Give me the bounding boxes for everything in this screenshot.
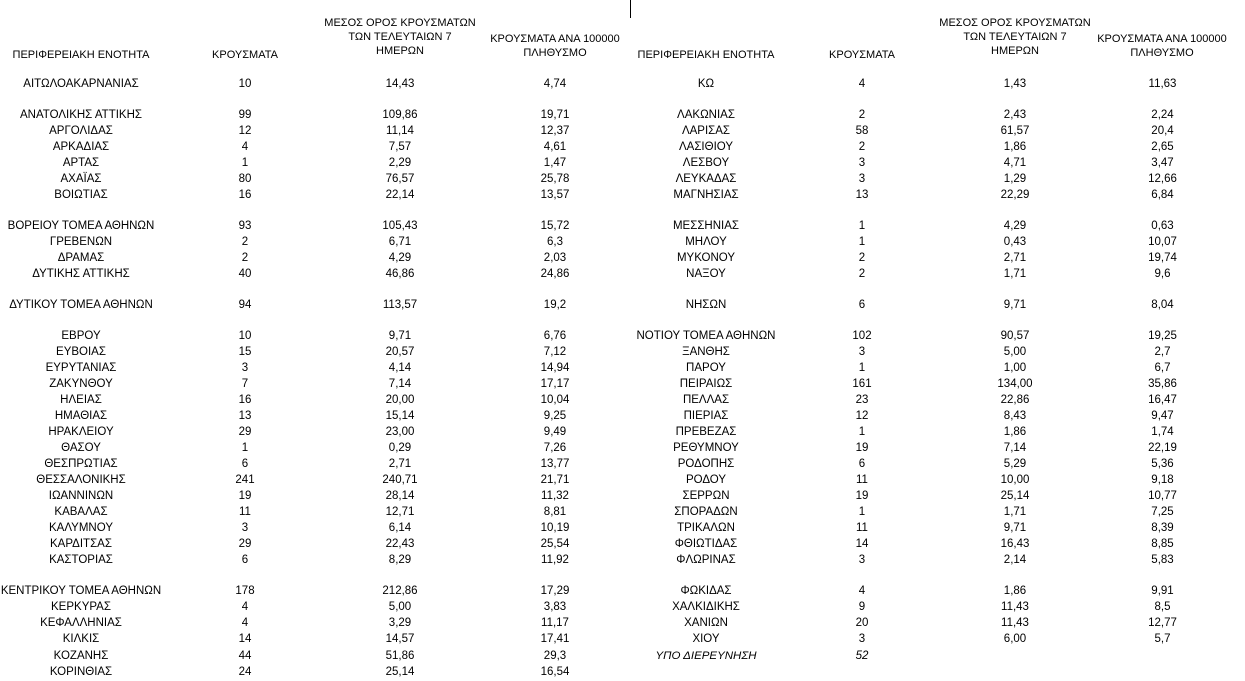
cell-region: ΑΝΑΤΟΛΙΚΗΣ ΑΤΤΙΚΗΣ [19,109,142,121]
cell-region: ΛΕΥΚΑΔΑΣ [675,173,737,185]
cell-region: ΜΥΚΟΝΟΥ [676,252,736,264]
cell-per100k: 5,36 [1151,458,1174,470]
cell-region: ΚΕΦΑΛΛΗΝΙΑΣ [40,617,122,629]
cell-per100k: 8,39 [1151,522,1174,534]
cell-avg7: 5,29 [1003,458,1027,470]
cell-per100k: 22,19 [1148,442,1177,454]
cell-avg7: 22,14 [385,189,415,201]
cell-per100k: 35,86 [1148,378,1177,390]
cell-avg7: 22,86 [1000,394,1030,406]
cell-region: ΒΟΙΩΤΙΑΣ [54,189,108,201]
cell-cases: 10 [238,78,252,90]
cell-per100k: 11,32 [541,490,569,502]
cell-per100k: 9,25 [543,410,567,422]
cell-cases: 29 [238,426,252,438]
cell-cases: 19 [238,490,252,502]
cell-region: ΚΕΡΚΥΡΑΣ [51,601,111,613]
cell-per100k: 25,54 [540,538,570,550]
cell-avg7: 1,71 [1003,506,1027,518]
cell-region: ΚΟΖΑΝΗΣ [53,650,109,662]
cell-per100k: 7,26 [543,442,567,454]
cell-region: ΛΕΣΒΟΥ [682,157,730,169]
cell-cases: 2 [858,109,866,121]
cell-cases: 6 [858,299,866,311]
cell-region: ΚΕΝΤΡΙΚΟΥ ΤΟΜΕΑ ΑΘΗΝΩΝ [0,585,162,597]
cell-cases: 29 [238,538,252,550]
cell-cases: 12 [238,125,252,137]
cell-per100k: 16,54 [540,666,570,678]
cell-cases: 2 [858,252,866,264]
cell-region: ΠΕΛΛΑΣ [682,394,730,406]
cell-per100k: 8,5 [1154,601,1171,613]
cell-avg7: 1,43 [1003,78,1027,90]
cell-cases: 24 [238,666,252,678]
cell-avg7: 25,14 [1000,490,1030,502]
cell-avg7: 7,14 [388,378,412,390]
cell-avg7: 1,86 [1003,426,1027,438]
cell-avg7: 10,00 [1000,474,1030,486]
cell-region: ΒΟΡΕΙΟΥ ΤΟΜΕΑ ΑΘΗΝΩΝ [7,220,155,232]
cell-cases: 11 [856,474,868,486]
header-per100k-line-1: ΚΡΟΥΣΜΑΤΑ ΑΝΑ 100000 [490,33,620,45]
cell-region: ΜΑΓΝΗΣΙΑΣ [673,189,739,201]
cell-cases: 3 [858,554,866,566]
cell-region: ΗΜΑΘΙΑΣ [54,410,108,422]
cell-region: ΗΛΕΙΑΣ [60,394,102,406]
cell-cases: 40 [238,268,252,280]
cell-avg7: 6,14 [388,522,412,534]
cell-cases: 44 [238,650,252,662]
header-per100k-line-1: ΚΡΟΥΣΜΑΤΑ ΑΝΑ 100000 [1097,33,1227,45]
cell-avg7: 23,00 [385,426,415,438]
cell-per100k: 6,3 [547,236,563,248]
header-region-right: ΠΕΡΙΦΕΡΕΙΑΚΗ ΕΝΟΤΗΤΑ [637,49,775,61]
cell-avg7: 6,71 [388,236,412,248]
cell-avg7: 11,14 [386,125,414,137]
cell-per100k: 7,25 [1151,506,1174,518]
cell-avg7: 7,57 [388,141,412,153]
cell-region: ΚΑΒΑΛΑΣ [54,506,108,518]
cell-cases: 6 [241,458,249,470]
header-avg7-line-1: ΜΕΣΟΣ ΟΡΟΣ ΚΡΟΥΣΜΑΤΩΝ [939,17,1091,29]
cell-avg7: 113,57 [382,299,418,311]
cell-region: ΚΑΣΤΟΡΙΑΣ [49,554,113,566]
cell-region: ΕΥΒΟΙΑΣ [56,346,106,358]
cell-region: ΑΧΑΪΑΣ [60,173,102,185]
cell-per100k: 12,77 [1148,617,1177,629]
cell-region: ΔΡΑΜΑΣ [57,252,105,264]
cell-per100k: 5,7 [1154,633,1171,645]
cell-avg7: 4,29 [1003,220,1027,232]
cell-cases: 99 [238,109,252,121]
header-avg7-line-2: ΤΩΝ ΤΕΛΕΥΤΑΙΩΝ 7 [963,31,1067,43]
header-avg7-line-2: ΤΩΝ ΤΕΛΕΥΤΑΙΩΝ 7 [348,31,452,43]
cell-per100k: 12,37 [540,125,570,137]
cell-region: ΧΙΟΥ [692,633,720,645]
cell-cases: 1 [858,362,866,374]
cell-region: ΡΟΔΟΥ [685,474,727,486]
cell-region: ΝΟΤΙΟΥ ΤΟΜΕΑ ΑΘΗΝΩΝ [636,330,776,342]
cell-per100k: 3,47 [1151,157,1174,169]
cell-per100k: 1,74 [1151,426,1174,438]
cell-cases: 3 [858,346,866,358]
cell-region: ΛΑΣΙΘΙΟΥ [678,141,734,153]
cell-avg7: 5,00 [1003,346,1027,358]
header-cases-right: ΚΡΟΥΣΜΑΤΑ [829,49,895,61]
cell-avg7: 0,43 [1003,236,1027,248]
cell-region: ΘΕΣΣΑΛΟΝΙΚΗΣ [36,474,126,486]
cell-avg7: 14,57 [385,633,415,645]
cell-per100k: 14,94 [540,362,570,374]
cell-region: ΠΡΕΒΕΖΑΣ [675,426,737,438]
cell-avg7: 8,43 [1003,410,1027,422]
cell-avg7: 1,71 [1003,268,1027,280]
cell-avg7: 6,00 [1003,633,1027,645]
cell-per100k: 10,19 [540,522,570,534]
cell-region: ΛΑΚΩΝΙΑΣ [677,109,735,121]
cell-avg7: 76,57 [385,173,415,185]
cell-cases: 20 [855,617,869,629]
cell-per100k: 8,81 [543,506,567,518]
cell-avg7: 0,29 [388,442,412,454]
cell-avg7: 9,71 [1003,299,1027,311]
cell-cases: 3 [858,157,866,169]
cell-region: ΛΑΡΙΣΑΣ [681,125,731,137]
cell-avg7: 22,43 [385,538,415,550]
cell-region: ΚΑΡΔΙΤΣΑΣ [50,538,112,550]
cell-per100k: 6,7 [1154,362,1171,374]
cell-region: ΧΑΛΚΙΔΙΚΗΣ [672,601,740,613]
cell-cases: 2 [241,252,249,264]
cell-cases: 2 [241,236,249,248]
header-per100k-right [1082,32,1242,60]
cell-cases: 16 [238,189,252,201]
cell-per100k: 11,17 [541,617,569,629]
cell-per100k: 9,49 [543,426,567,438]
cell-cases: 3 [241,362,249,374]
cell-avg7: 2,43 [1003,109,1027,121]
cell-avg7: 9,71 [1003,522,1027,534]
cell-avg7: 61,57 [1000,125,1030,137]
cell-avg7: 5,00 [388,601,412,613]
cell-per100k: 19,71 [540,109,570,121]
cell-cases: 13 [855,189,869,201]
cell-region: ΚΑΛΥΜΝΟΥ [49,522,113,534]
cell-per100k: 6,84 [1151,189,1174,201]
cell-cases: 16 [238,394,252,406]
cell-region: ΓΡΕΒΕΝΩΝ [49,236,113,248]
cell-per100k: 8,85 [1151,538,1174,550]
cell-avg7: 12,71 [385,506,415,518]
cell-avg7: 240,71 [382,474,418,486]
cell-cases: 4 [241,141,249,153]
cell-avg7: 2,71 [1003,252,1027,264]
cell-avg7: 1,86 [1003,585,1027,597]
header-per100k-line-2: ΠΛΗΘΥΣΜΟ [523,47,587,59]
header-cases-left: ΚΡΟΥΣΜΑΤΑ [212,49,278,61]
cell-cases: 3 [858,173,866,185]
column-divider [630,0,631,18]
cell-per100k: 19,2 [543,299,567,311]
cell-avg7: 212,86 [382,585,418,597]
cell-cases: 6 [858,458,866,470]
cell-per100k: 1,47 [543,157,567,169]
cell-cases: 1 [858,236,866,248]
cell-cases: 2 [858,268,866,280]
cell-cases: 9 [858,601,866,613]
cell-avg7: 1,86 [1003,141,1027,153]
cell-avg7: 4,71 [1003,157,1027,169]
cell-cases: 23 [855,394,869,406]
cell-per100k: 12,66 [1148,173,1177,185]
cell-cases: 94 [238,299,252,311]
cell-cases: 13 [238,410,252,422]
cell-region: ΡΟΔΟΠΗΣ [677,458,735,470]
cell-region: ΘΑΣΟΥ [61,442,101,454]
cell-avg7: 16,43 [1000,538,1030,550]
cell-cases: 4 [858,585,866,597]
cell-per100k: 9,6 [1154,268,1171,280]
cell-cases: 93 [238,220,252,232]
cell-region: ΣΠΟΡΑΔΩΝ [674,506,738,518]
cell-cases: 80 [238,173,252,185]
cell-region: ΔΥΤΙΚΗΣ ΑΤΤΙΚΗΣ [32,268,130,280]
cell-cases: 1 [858,506,866,518]
cell-avg7: 14,43 [385,78,415,90]
cell-region: ΤΡΙΚΑΛΩΝ [677,522,735,534]
cell-per100k: 6,76 [543,330,567,342]
cell-avg7: 15,14 [385,410,415,422]
cell-per100k: 11,63 [1148,78,1177,90]
cell-region: ΗΡΑΚΛΕΙΟΥ [48,426,114,438]
cell-cases: 15 [238,346,252,358]
cell-cases: 11 [856,522,868,534]
cell-per100k: 29,3 [543,650,567,662]
cell-avg7: 109,86 [382,109,418,121]
cell-avg7: 2,71 [388,458,412,470]
cell-per100k: 9,91 [1151,585,1174,597]
cell-cases: 4 [858,78,866,90]
cell-per100k: 10,04 [540,394,570,406]
cell-per100k: 13,57 [540,189,570,201]
cell-region: ΑΡΤΑΣ [62,157,100,169]
header-avg7-left [305,16,495,58]
cell-region: ΣΕΡΡΩΝ [682,490,730,502]
cell-per100k: 17,41 [540,633,570,645]
cell-region: ΜΕΣΣΗΝΙΑΣ [672,220,740,232]
cell-cases: 12 [855,410,869,422]
cell-region: ΚΩ [697,78,715,90]
cell-cases: 1 [858,426,866,438]
cell-cases: 1 [241,157,249,169]
cell-per100k: 24,86 [540,268,570,280]
cell-avg7: 1,00 [1003,362,1027,374]
cell-avg7: 28,14 [385,490,415,502]
cell-region: ΠΑΡΟΥ [686,362,726,374]
cell-per100k: 15,72 [540,220,570,232]
cell-cases: 178 [235,585,255,597]
cell-cases: 7 [241,378,249,390]
cell-per100k: 21,71 [540,474,570,486]
cell-region: ΝΗΣΩΝ [685,299,727,311]
cell-avg7: 105,43 [382,220,418,232]
cell-region: ΖΑΚΥΝΘΟΥ [49,378,113,390]
cell-per100k: 11,92 [541,554,569,566]
header-region-left: ΠΕΡΙΦΕΡΕΙΑΚΗ ΕΝΟΤΗΤΑ [12,49,150,61]
header-avg7-line-3: ΗΜΕΡΩΝ [376,45,424,57]
cell-per100k: 8,04 [1151,299,1174,311]
cell-cases: 2 [858,141,866,153]
cell-per100k: 19,25 [1148,330,1177,342]
cell-avg7: 46,86 [385,268,415,280]
cell-cases: 3 [858,633,866,645]
cell-region: ΑΙΤΩΛΟΑΚΑΡΝΑΝΙΑΣ [23,78,139,90]
cell-avg7: 20,57 [385,346,415,358]
header-avg7-line-3: ΗΜΕΡΩΝ [991,45,1039,57]
cell-cases: 52 [855,650,869,662]
cell-region: ΜΗΛΟΥ [685,236,727,248]
cell-region: ΝΑΞΟΥ [686,268,726,280]
cell-avg7: 2,14 [1003,554,1027,566]
cell-avg7: 4,29 [388,252,412,264]
cell-region: ΧΑΝΙΩΝ [684,617,728,629]
cell-region: ΑΡΚΑΔΙΑΣ [52,141,110,153]
cell-cases: 1 [858,220,866,232]
cell-cases: 14 [238,633,252,645]
cell-region: ΑΡΓΟΛΙΔΑΣ [49,125,113,137]
cell-region: ΦΘΙΩΤΙΔΑΣ [674,538,738,550]
cell-per100k: 2,03 [543,252,567,264]
cell-avg7: 8,29 [388,554,412,566]
cell-region: ΙΩΑΝΝΙΝΩΝ [48,490,114,502]
cell-per100k: 4,74 [543,78,567,90]
cell-cases: 14 [855,538,869,550]
cell-cases: 19 [855,442,869,454]
cell-cases: 10 [238,330,252,342]
cell-avg7: 4,14 [388,362,412,374]
cell-avg7: 2,29 [388,157,412,169]
cell-cases: 4 [241,601,249,613]
cell-avg7: 20,00 [385,394,415,406]
cell-per100k: 7,12 [543,346,567,358]
cell-per100k: 16,47 [1148,394,1177,406]
cell-per100k: 13,77 [540,458,570,470]
cell-region: ΠΕΙΡΑΙΩΣ [679,378,733,390]
cell-cases: 102 [852,330,872,342]
cell-cases: 6 [241,554,249,566]
cell-per100k: 20,4 [1151,125,1174,137]
cell-cases: 3 [241,522,249,534]
cell-region: ΦΛΩΡΙΝΑΣ [676,554,736,566]
cell-cases: 58 [855,125,869,137]
cell-avg7: 90,57 [1000,330,1030,342]
cell-region: ΘΕΣΠΡΩΤΙΑΣ [44,458,118,470]
cell-avg7: 51,86 [385,650,415,662]
cell-avg7: 25,14 [385,666,415,678]
cell-region: ΚΙΛΚΙΣ [62,633,100,645]
cell-cases: 161 [852,378,872,390]
header-avg7-line-1: ΜΕΣΟΣ ΟΡΟΣ ΚΡΟΥΣΜΑΤΩΝ [324,17,476,29]
cell-region: ΚΟΡΙΝΘΙΑΣ [49,666,113,678]
cell-per100k: 17,17 [540,378,570,390]
cell-per100k: 9,18 [1151,474,1174,486]
cell-region: ΡΕΘΥΜΝΟΥ [673,442,739,454]
cell-avg7: 7,14 [1003,442,1027,454]
cell-per100k: 4,61 [543,141,567,153]
cell-per100k: 2,24 [1151,109,1174,121]
cell-per100k: 9,47 [1151,410,1174,422]
cell-per100k: 19,74 [1148,252,1177,264]
cell-cases: 19 [855,490,869,502]
cell-per100k: 10,07 [1148,236,1177,248]
cell-region: ΔΥΤΙΚΟΥ ΤΟΜΕΑ ΑΘΗΝΩΝ [9,299,153,311]
header-per100k-line-2: ΠΛΗΘΥΣΜΟ [1130,47,1194,59]
cell-region: ΠΙΕΡΙΑΣ [683,410,729,422]
cell-cases: 1 [241,442,249,454]
cell-per100k: 10,77 [1148,490,1177,502]
cell-per100k: 2,7 [1154,346,1171,358]
cell-region: ΞΑΝΘΗΣ [682,346,730,358]
cell-per100k: 25,78 [540,173,570,185]
cell-region: ΥΠΟ ΔΙΕΡΕΥΝΗΣΗ [655,650,757,662]
cell-per100k: 17,29 [540,585,570,597]
cell-per100k: 2,65 [1151,141,1174,153]
cell-avg7: 1,29 [1003,173,1027,185]
header-per100k-left [470,32,640,60]
cell-per100k: 0,63 [1151,220,1174,232]
cell-per100k: 5,83 [1151,554,1174,566]
cell-cases: 11 [239,506,251,518]
cell-avg7: 11,43 [1001,617,1029,629]
cell-region: ΕΥΡΥΤΑΝΙΑΣ [45,362,117,374]
cell-per100k: 3,83 [543,601,567,613]
cell-avg7: 22,29 [1000,189,1030,201]
cell-region: ΦΩΚΙΔΑΣ [680,585,732,597]
cell-region: ΕΒΡΟΥ [61,330,101,342]
cell-avg7: 3,29 [388,617,412,629]
cell-avg7: 11,43 [1001,601,1029,613]
cell-cases: 241 [235,474,255,486]
cell-cases: 4 [241,617,249,629]
cell-avg7: 9,71 [388,330,412,342]
cell-avg7: 134,00 [997,378,1033,390]
